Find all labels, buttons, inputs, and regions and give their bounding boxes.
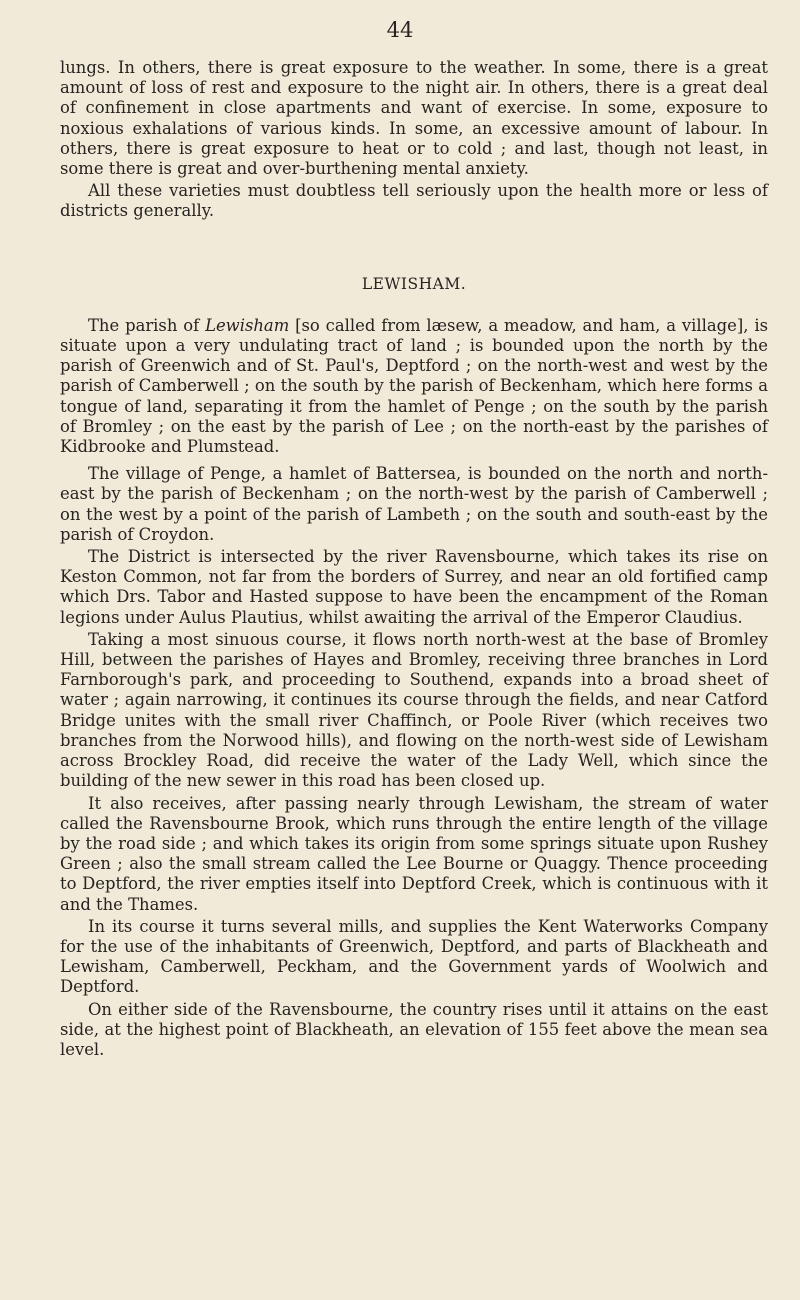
paragraph: The village of Penge, a hamlet of Battersea, is bounded on the north and north-east by the parish of Beckenham ; on the north-west by the parish of Camberwell ; on the west by a point of the parish of Lambeth ; on the south and south-east by the parish of Croydon.: [60, 464, 768, 544]
paragraph: The District is intersected by the river Ravensbourne, which takes its rise on Keston Common, not far from the borders of Surrey, and near an old fortified camp which Drs. Tabor and Hasted suppose to have been the encampment of the Roman legions under Aulus Plautius, whilst awaiting the arrival of the Emperor Claudius.: [60, 547, 768, 627]
paragraph-lewisham-intro: [60, 316, 768, 457]
section-heading: LEWISHAM.: [361, 274, 467, 293]
parish-name-italic: Lewisham: [205, 315, 290, 335]
paragraph: All these varieties must doubtless tell seriously upon the health more or less of districts generally.: [60, 181, 768, 221]
paragraph-text: [so called from læsew, a meadow, and ham, a village], is situate upon a very undulating tract of land ; is bounded upon the north by the parish of Greenwich and of St. Paul's, Deptford ; on the north-west and west by the parish of Camberwell ; on the south by the parish of Beckenham, which here forms a tongue of land, separating it from the hamlet of Penge ; on the south by the parish of Bromley ; on the east by the parish of Lee ; on the north-east by the parishes of Kidbrooke and Plumstead.: [60, 315, 768, 457]
body-text: [60, 58, 768, 1060]
paragraph: Taking a most sinuous course, it flows north north-west at the base of Bromley Hill, between the parishes of Hayes and Bromley, receiving three branches in Lord Farnborough's park, and proceeding to Southend, expands into a broad sheet of water ; again narrowing, it continues its course through the fields, and near Catford Bridge unites with the small river Chaffinch, or Poole River (which receives two branches from the Norwood hills), and flowing on the north-west side of Lewisham across Brockley Road, did receive the water of the Lady Well, which since the building of the new sewer in this road has been closed up.: [60, 629, 768, 791]
paragraph: In its course it turns several mills, and supplies the Kent Waterworks Company for the use of the inhabitants of Greenwich, Deptford, and parts of Blackheath and Lewisham, Camberwell, Peckham, and the Government yards of Woolwich and Deptford.: [60, 916, 768, 997]
paragraph-text: The parish of: [88, 315, 206, 335]
paragraph: On either side of the Ravensbourne, the country rises until it attains on the east side, at the highest point of Blackheath, an elevation of 155 feet above the mean sea level.: [60, 999, 768, 1059]
page-number: 44: [386, 18, 414, 42]
paragraph: It also receives, after passing nearly through Lewisham, the stream of water called the Ravensbourne Brook, which runs through the entire length of the village by the road side ; and which takes its origin from some springs situate upon Rushey Green ; also the small stream called the Lee Bourne or Quaggy. Thence proceeding to Deptford, the river empties itself into Deptford Creek, which is continuous with it and the Thames.: [60, 793, 768, 914]
paragraph: lungs. In others, there is great exposure to the weather. In some, there is a great amount of loss of rest and exposure to the night air. In others, there is a great deal of confinement in close apartments and want of exercise. In some, exposure to noxious exhalations of various kinds. In some, an excessive amount of labour. In others, there is great exposure to heat or to cold ; and last, though not least, in some there is great and over-burthening mental anxiety.: [60, 58, 768, 179]
